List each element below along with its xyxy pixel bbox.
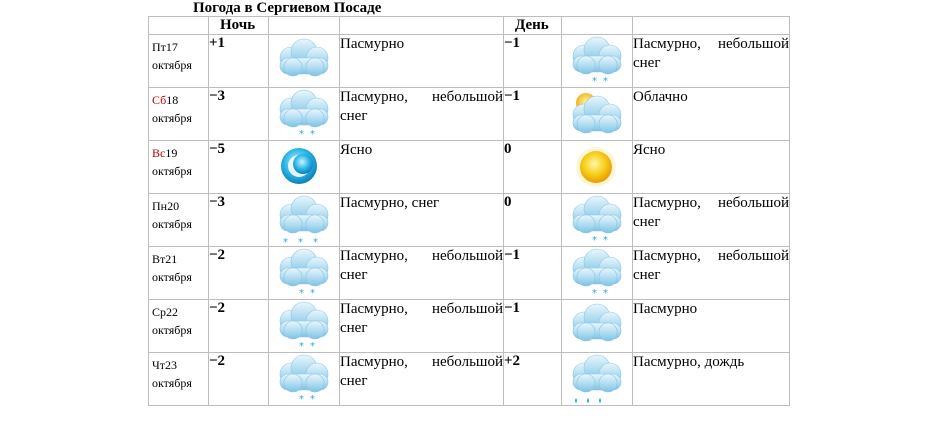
header-day-desc-cell: [633, 17, 790, 35]
month: октября: [152, 376, 192, 390]
svg-text:*: *: [603, 76, 608, 87]
sun-icon: [562, 141, 633, 194]
page-title: Погода в Сергиевом Посаде: [193, 0, 382, 16]
cloud-icon: [269, 35, 340, 88]
weekday: Пт: [152, 40, 166, 54]
day-number: 21: [165, 252, 178, 266]
night-desc: Ясно: [340, 141, 504, 194]
date-cell: [149, 247, 209, 300]
day-temp: 0: [504, 194, 562, 247]
day-row: [149, 141, 790, 194]
month: октября: [152, 323, 192, 337]
night-temp: −3: [209, 194, 269, 247]
svg-text:*: *: [310, 288, 315, 299]
svg-text:*: *: [283, 237, 288, 247]
night-desc: Пасмурно, небольшой снег: [340, 353, 504, 406]
night-temp: −2: [209, 300, 269, 353]
day-number: 20: [167, 199, 180, 213]
svg-text:*: *: [299, 394, 304, 405]
day-row: [149, 353, 790, 406]
date-label: [149, 141, 208, 180]
date-cell: [149, 35, 209, 88]
day-number: 22: [166, 305, 179, 319]
month: октября: [152, 217, 192, 231]
date-cell: [149, 141, 209, 194]
date-cell: [149, 194, 209, 247]
cloud-light-snow-icon: [269, 247, 340, 300]
svg-text:*: *: [310, 394, 315, 405]
svg-text:*: *: [592, 235, 597, 246]
partly-cloudy-icon: [562, 88, 633, 141]
day-desc: Пасмурно: [633, 300, 790, 353]
day-desc: Пасмурно, небольшой снег: [633, 35, 790, 88]
night-desc: Пасмурно, небольшой снег: [340, 88, 504, 141]
day-row: [149, 247, 790, 300]
date-cell: [149, 300, 209, 353]
day-row: [149, 88, 790, 141]
day-number: 18: [166, 93, 179, 107]
day-row: [149, 194, 790, 247]
day-number: 19: [165, 146, 178, 160]
day-temp: +2: [504, 353, 562, 406]
svg-text:*: *: [298, 237, 303, 247]
date-label: [149, 353, 208, 392]
date-label: [149, 88, 208, 127]
night-desc: Пасмурно, снег: [340, 194, 504, 247]
month: октября: [152, 58, 192, 72]
date-label: [149, 194, 208, 233]
header-day-icon-cell: [562, 17, 633, 35]
header-row: [149, 17, 790, 35]
cloud-light-snow-icon: [269, 88, 340, 141]
cloud-light-snow-icon: [269, 353, 340, 406]
svg-text:*: *: [310, 129, 315, 140]
header-date-cell: [149, 17, 209, 35]
night-temp: −5: [209, 141, 269, 194]
cloud-icon: [562, 300, 633, 353]
day-desc: Пасмурно, небольшой снег: [633, 194, 790, 247]
svg-text:*: *: [310, 341, 315, 352]
weekday: Пн: [152, 199, 168, 213]
header-night-icon-cell: [269, 17, 340, 35]
night-temp: +1: [209, 35, 269, 88]
day-number: 23: [165, 358, 178, 372]
day-desc: Пасмурно, дождь: [633, 353, 790, 406]
weekday: Ср: [152, 305, 167, 319]
night-temp: −2: [209, 353, 269, 406]
day-desc: Пасмурно, небольшой снег: [633, 247, 790, 300]
header-night-desc-cell: [340, 17, 504, 35]
date-label: [149, 247, 208, 286]
weekday: Вт: [152, 252, 166, 266]
svg-text:*: *: [592, 76, 597, 87]
cloud-light-snow-icon: [269, 300, 340, 353]
cloud-light-snow-icon: [562, 35, 633, 88]
night-temp: −3: [209, 88, 269, 141]
header-night: Ночь: [209, 17, 269, 35]
day-temp: 0: [504, 141, 562, 194]
day-temp: −1: [504, 300, 562, 353]
night-desc: Пасмурно, небольшой снег: [340, 247, 504, 300]
date-cell: [149, 88, 209, 141]
svg-text:*: *: [299, 341, 304, 352]
moon-icon: [269, 141, 340, 194]
date-label: [149, 35, 208, 74]
svg-text:*: *: [299, 129, 304, 140]
day-row: [149, 300, 790, 353]
svg-text:*: *: [603, 235, 608, 246]
cloud-snow-icon: [269, 194, 340, 247]
day-temp: −1: [504, 35, 562, 88]
month: октября: [152, 111, 192, 125]
weekday: Вс: [152, 146, 166, 160]
cloud-rain-icon: [562, 353, 633, 406]
weekday: Сб: [152, 93, 167, 107]
cloud-light-snow-icon: [562, 247, 633, 300]
month: октября: [152, 270, 192, 284]
day-number: 17: [165, 40, 178, 54]
header-day: День: [504, 17, 562, 35]
svg-text:*: *: [299, 288, 304, 299]
svg-text:*: *: [592, 288, 597, 299]
night-desc: Пасмурно, небольшой снег: [340, 300, 504, 353]
cloud-light-snow-icon: [562, 194, 633, 247]
svg-text:*: *: [313, 237, 318, 247]
date-label: [149, 300, 208, 339]
night-temp: −2: [209, 247, 269, 300]
night-desc: Пасмурно: [340, 35, 504, 88]
weekday: Чт: [152, 358, 166, 372]
weather-table: [148, 16, 790, 406]
day-desc: Ясно: [633, 141, 790, 194]
month: октября: [152, 164, 192, 178]
date-cell: [149, 353, 209, 406]
day-temp: −1: [504, 88, 562, 141]
day-temp: −1: [504, 247, 562, 300]
day-row: [149, 35, 790, 88]
day-desc: Облачно: [633, 88, 790, 141]
svg-text:*: *: [603, 288, 608, 299]
